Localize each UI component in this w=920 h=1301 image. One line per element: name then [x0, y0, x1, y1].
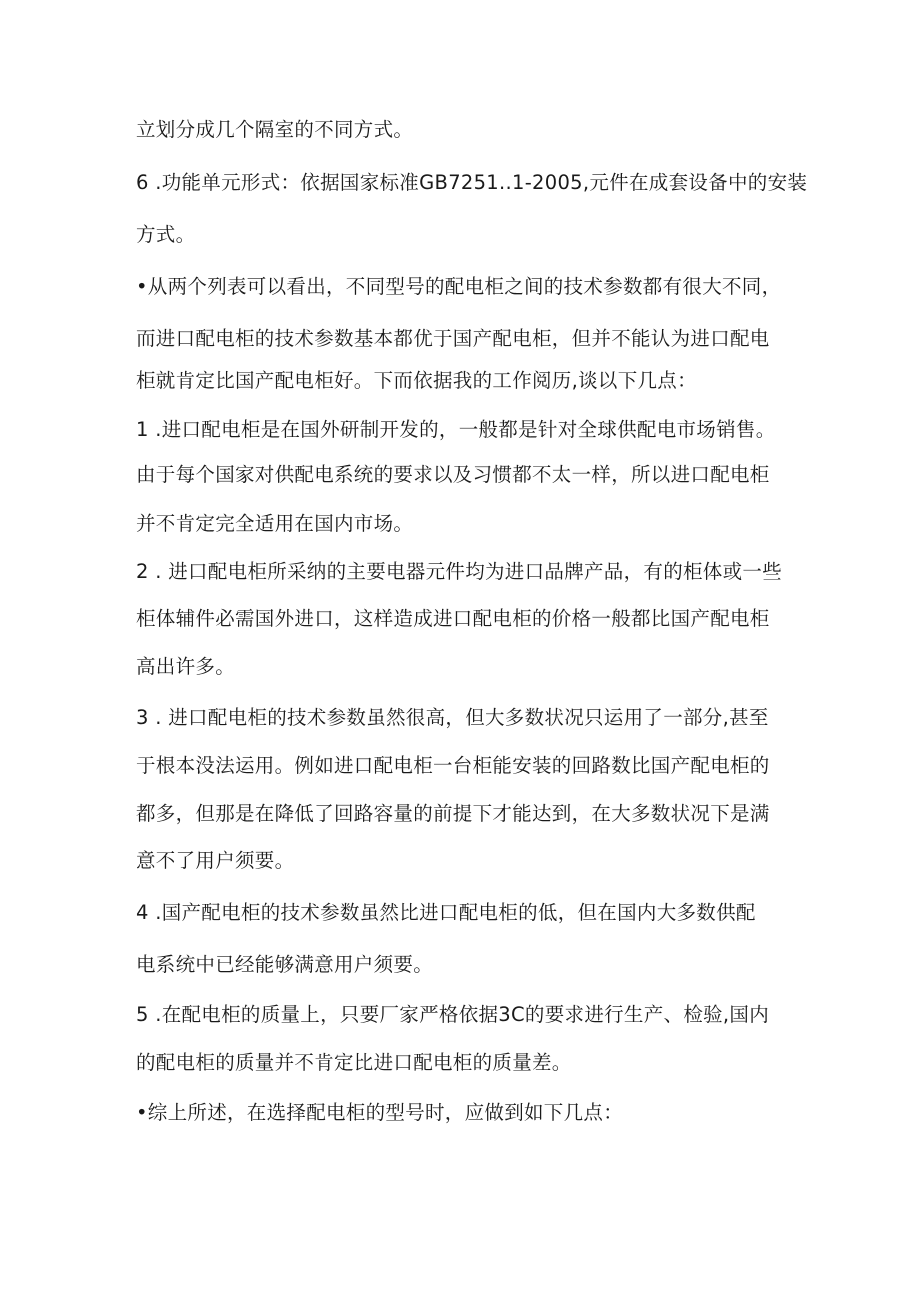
text-line: 5 .在配电柜的质量上，只要厂家严格依据3C的要求进行生产、检验,国内 [136, 1003, 770, 1026]
text-line: 1 .进口配电柜是在国外研制开发的，一般都是针对全球供配电市场销售。 [136, 418, 776, 441]
text-line: 由于每个国家对供配电系统的要求以及习惯都不太一样，所以进口配电柜 [136, 463, 770, 486]
text-line: 而进口配电柜的技术参数基本都优于国产配电柜，但并不能认为进口配电 [136, 327, 770, 350]
text-line: 的配电柜的质量并不肯定比进口配电柜的质量差。 [136, 1051, 572, 1074]
text-line: 2 . 进口配电柜所采纳的主要电器元件均为进口品牌产品，有的柜体或一些 [136, 560, 783, 583]
text-line: 方式。 [136, 223, 196, 246]
text-line: 柜体辅件必需国外进口，这样造成进口配电柜的价格一般都比国产配电柜 [136, 607, 770, 630]
text-line: 立划分成几个隔室的不同方式。 [136, 118, 414, 141]
text-line: •综上所述，在选择配电柜的型号时，应做到如下几点： [136, 1101, 624, 1124]
text-line: 3 . 进口配电柜的技术参数虽然很高，但大多数状况只运用了一部分,甚至 [136, 706, 769, 729]
text-line: 4 .国产配电柜的技术参数虽然比进口配电柜的低，但在国内大多数供配 [136, 901, 756, 924]
text-line: 6 .功能单元形式：依据国家标准GB7251..1-2005,元件在成套设备中的安装 [136, 171, 808, 194]
text-line: 于根本没法运用。例如进口配电柜一台柜能安装的回路数比国产配电柜的 [136, 754, 770, 777]
text-line: •从两个列表可以看出，不同型号的配电柜之间的技术参数都有很大不同， [136, 275, 782, 298]
text-line: 柜就肯定比国产配电柜好。下而依据我的工作阅历,谈以下几点： [136, 369, 697, 392]
text-line: 高出许多。 [136, 655, 236, 678]
text-line: 并不肯定完全适用在国内市场。 [136, 512, 414, 535]
text-line: 意不了用户须要。 [136, 849, 295, 872]
text-line: 都多，但那是在降低了回路容量的前提下才能达到，在大多数状况下是满 [136, 802, 770, 825]
text-line: 电系统中已经能够满意用户须要。 [136, 953, 434, 976]
